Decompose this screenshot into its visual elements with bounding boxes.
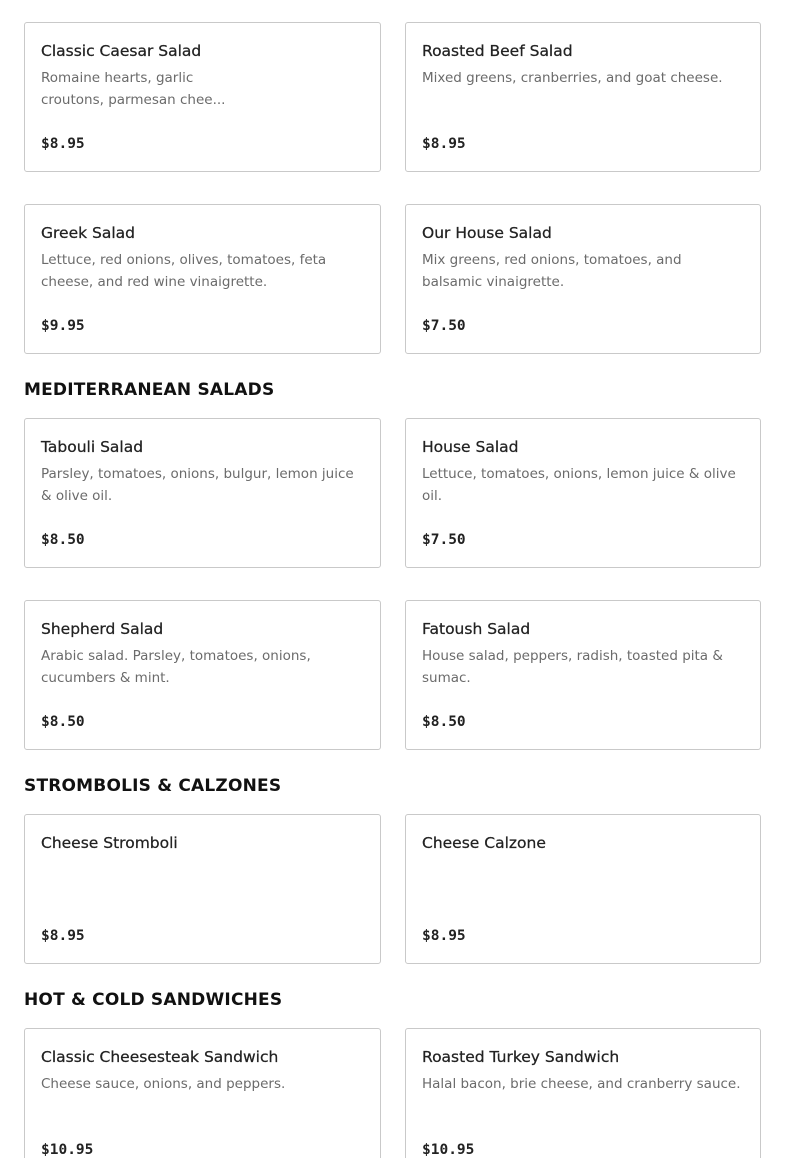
- menu-item-price: $8.95: [422, 136, 466, 152]
- menu-item-description: Cheese sauce, onions, and peppers.: [41, 1076, 286, 1092]
- menu-item-name: Fatoush Salad: [422, 620, 531, 638]
- section-title: MEDITERRANEAN SALADS: [24, 380, 275, 400]
- menu-item-price: $8.50: [41, 532, 85, 548]
- menu-item-card[interactable]: [24, 204, 381, 354]
- menu-item-name: Shepherd Salad: [41, 620, 164, 638]
- menu-item-card[interactable]: [405, 418, 761, 568]
- menu-item-price: $8.95: [41, 136, 85, 152]
- menu-item-description: House salad, peppers, radish, toasted pita & sumac.: [422, 648, 723, 686]
- menu-item-price: $7.50: [422, 318, 466, 334]
- menu-item-price: $9.95: [41, 318, 85, 334]
- menu-item-description: Arabic salad. Parsley, tomatoes, onions, cucumbers & mint.: [41, 648, 311, 686]
- menu-item-price: $8.50: [41, 714, 85, 730]
- menu-item-card[interactable]: [24, 22, 381, 172]
- menu-item-price: $10.95: [422, 1142, 475, 1158]
- menu-item-card[interactable]: [405, 814, 761, 964]
- menu-item-description: Romaine hearts, garlic croutons, parmesan chee...: [41, 70, 226, 108]
- menu-item-description: Mixed greens, cranberries, and goat cheese.: [422, 70, 723, 86]
- menu-item-name: Classic Cheesesteak Sandwich: [41, 1048, 279, 1066]
- menu-item-card[interactable]: [24, 814, 381, 964]
- menu-item-name: House Salad: [422, 438, 519, 456]
- menu-item-name: Tabouli Salad: [41, 438, 144, 456]
- menu-item-card[interactable]: [405, 600, 761, 750]
- menu-item-description: Mix greens, red onions, tomatoes, and balsamic vinaigrette.: [422, 252, 682, 290]
- section-title: HOT & COLD SANDWICHES: [24, 990, 283, 1010]
- menu-item-name: Cheese Stromboli: [41, 834, 178, 852]
- menu-item-description: Lettuce, red onions, olives, tomatoes, feta cheese, and red wine vinaigrette.: [41, 252, 327, 290]
- menu-item-name: Roasted Beef Salad: [422, 42, 573, 60]
- section-title: STROMBOLIS & CALZONES: [24, 776, 282, 796]
- menu-item-description: Halal bacon, brie cheese, and cranberry sauce.: [422, 1076, 741, 1092]
- menu-item-price: $8.95: [41, 928, 85, 944]
- menu-item-name: Cheese Calzone: [422, 834, 546, 852]
- menu-item-price: $8.50: [422, 714, 466, 730]
- menu-item-price: $7.50: [422, 532, 466, 548]
- menu-item-description: Parsley, tomatoes, onions, bulgur, lemon juice & olive oil.: [41, 466, 354, 504]
- menu-item-price: $8.95: [422, 928, 466, 944]
- menu-item-card[interactable]: [24, 418, 381, 568]
- menu-item-card[interactable]: [405, 1028, 761, 1158]
- menu-item-name: Classic Caesar Salad: [41, 42, 202, 60]
- menu-item-name: Greek Salad: [41, 224, 135, 242]
- menu-item-card[interactable]: [405, 22, 761, 172]
- menu-item-description: Lettuce, tomatoes, onions, lemon juice & olive oil.: [422, 466, 736, 504]
- menu-item-card[interactable]: [24, 600, 381, 750]
- menu-item-name: Our House Salad: [422, 224, 552, 242]
- menu-item-card[interactable]: [405, 204, 761, 354]
- menu-item-name: Roasted Turkey Sandwich: [422, 1048, 620, 1066]
- menu-item-price: $10.95: [41, 1142, 94, 1158]
- menu-item-card[interactable]: [24, 1028, 381, 1158]
